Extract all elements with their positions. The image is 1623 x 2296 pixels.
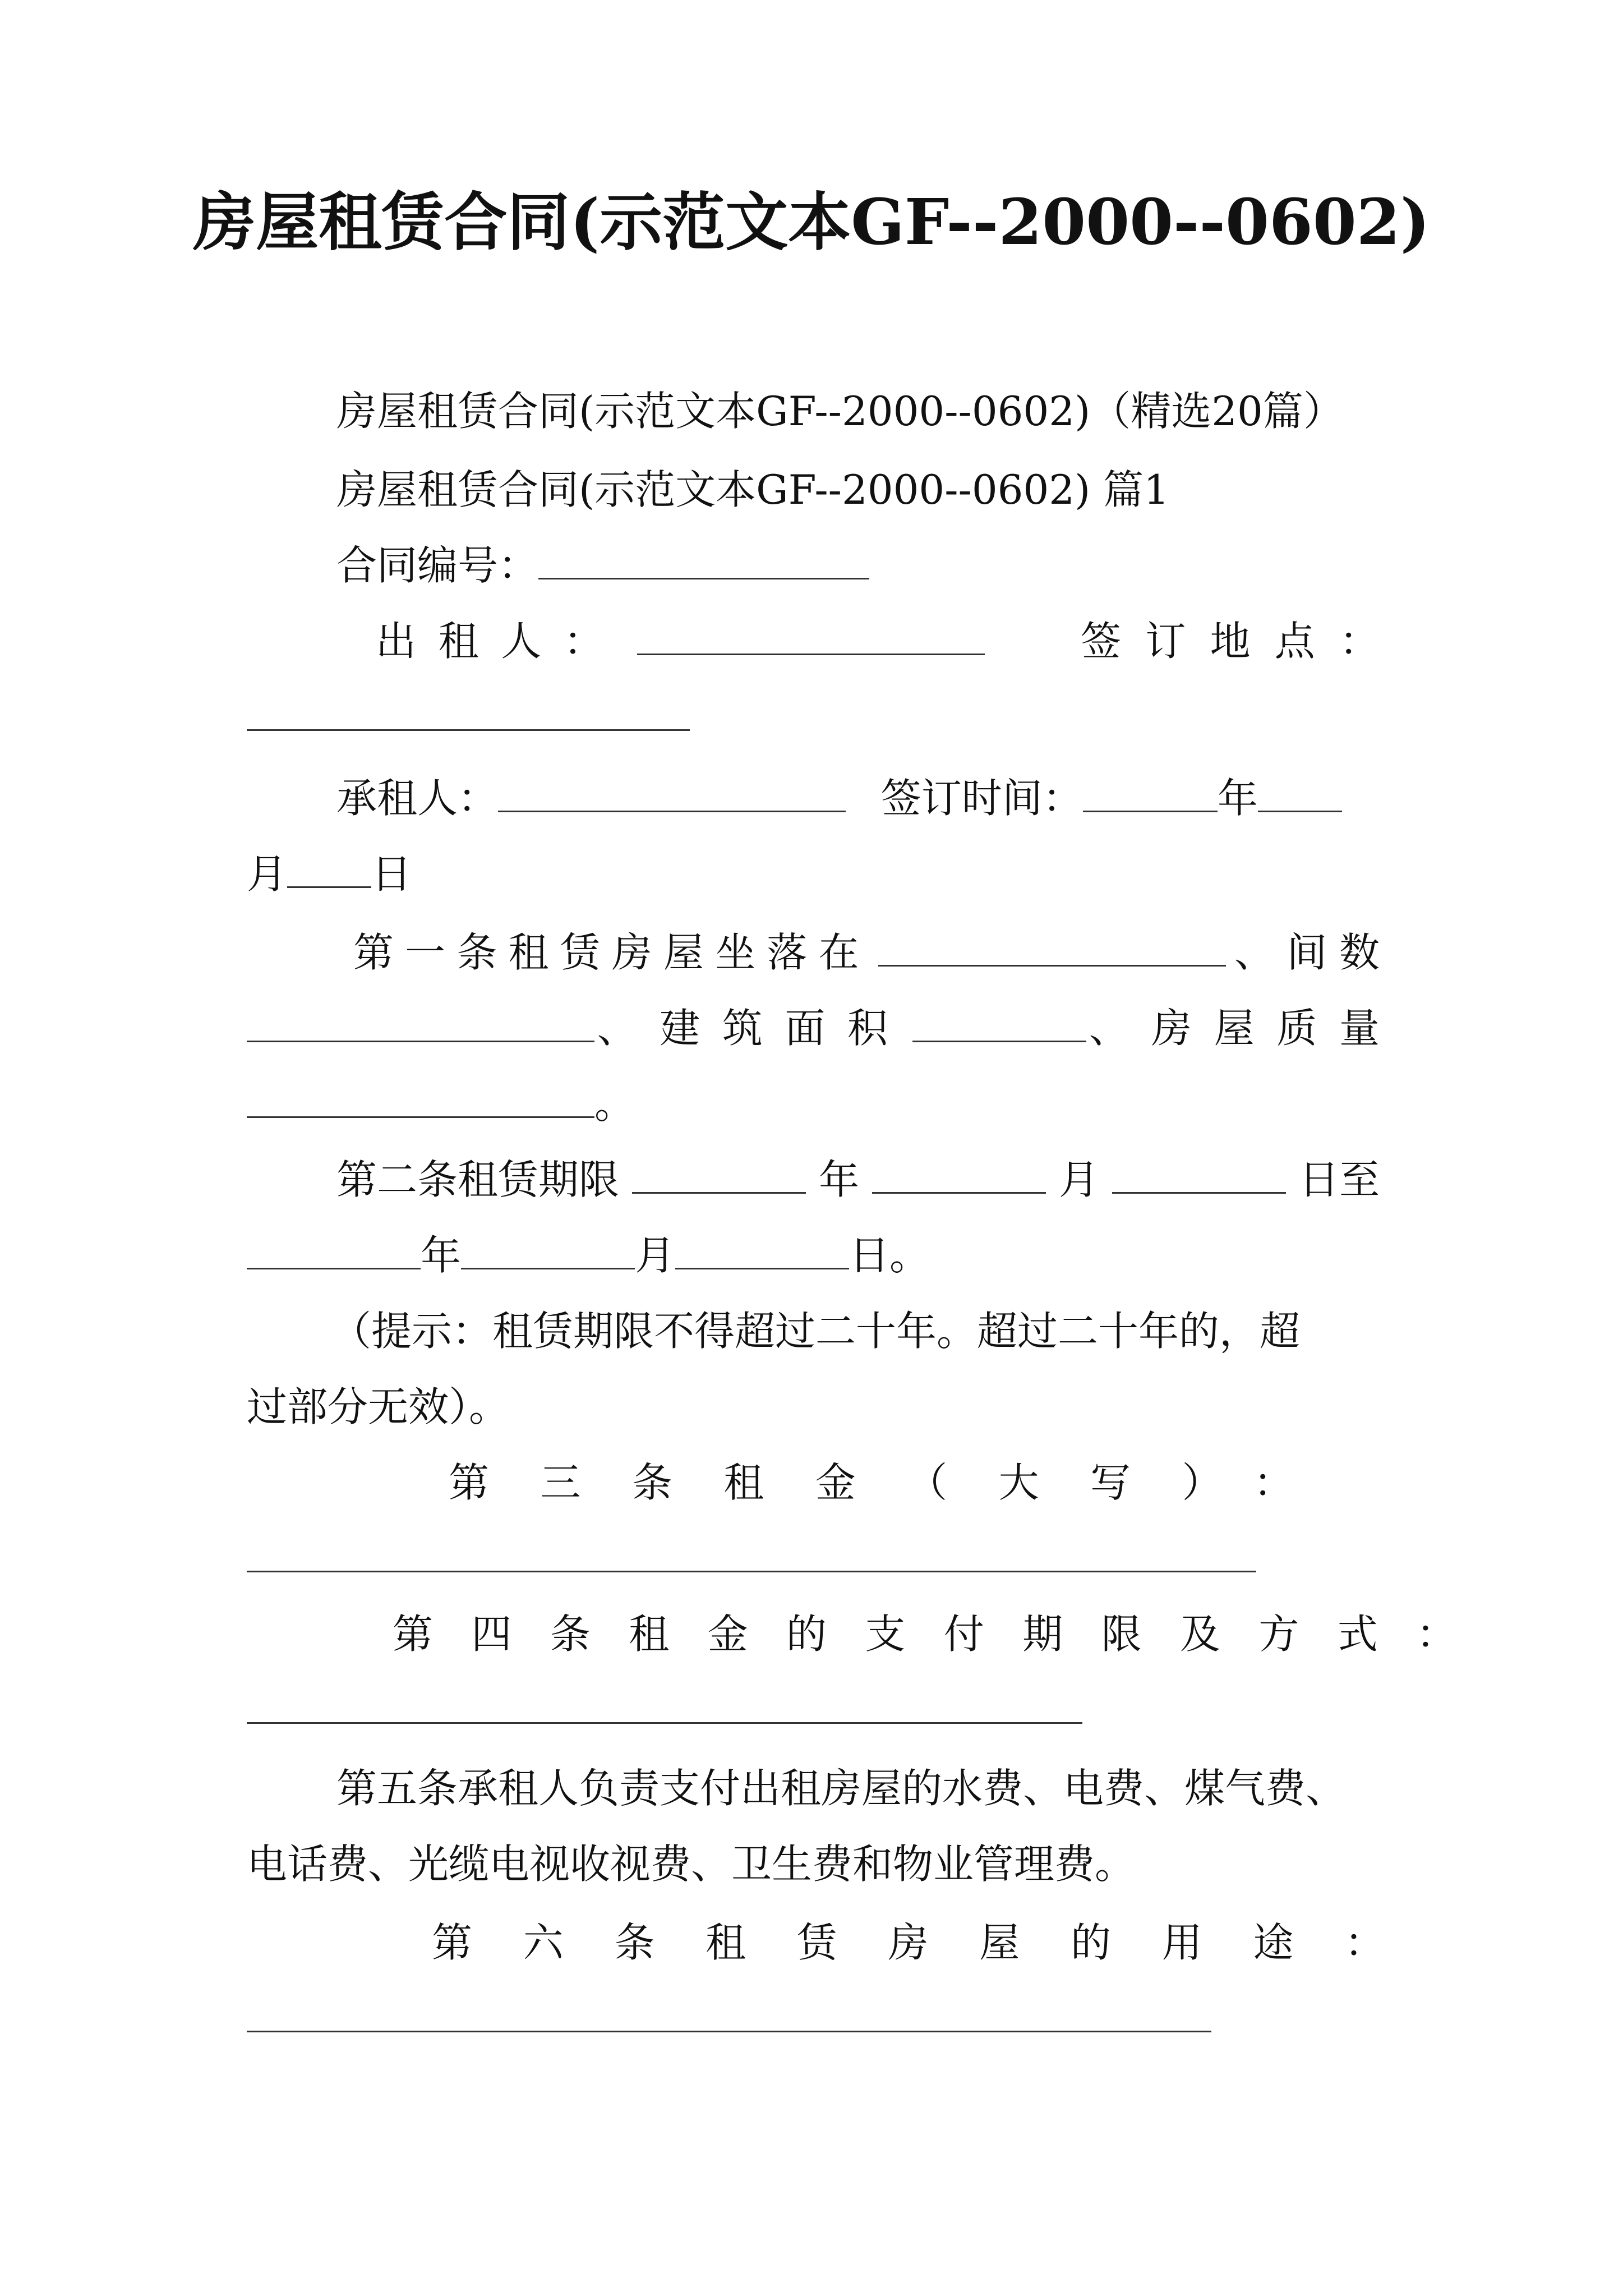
lessor-line <box>376 617 1404 665</box>
sign-day-blank[interactable] <box>287 850 371 888</box>
rooms-blank[interactable] <box>247 1004 594 1042</box>
area-blank[interactable] <box>912 1004 1086 1042</box>
article3-blank-line <box>247 1534 1380 1582</box>
start-month-label: 月 <box>1058 1156 1099 1203</box>
document-title: 房屋租赁合同(示范文本GF--2000--0602) <box>193 186 1430 259</box>
start-month-blank[interactable] <box>872 1156 1046 1194</box>
article2-line1 <box>336 1156 1380 1204</box>
article1-line3 <box>247 1080 1380 1128</box>
sign-place-blank[interactable] <box>247 693 690 731</box>
sign-place-line <box>247 693 1380 741</box>
contract-no-label: 合同编号： <box>336 542 539 589</box>
contract-no-line <box>336 541 1469 590</box>
rooms-label: 、间数 <box>1234 929 1392 976</box>
end-year-label: 年 <box>421 1232 462 1279</box>
sign-month-blank[interactable] <box>1258 774 1342 812</box>
quality-blank[interactable] <box>247 1080 594 1118</box>
area-label: 、建筑面积 <box>597 1005 910 1052</box>
sign-day-label: 日 <box>371 850 412 898</box>
article4-blank-line <box>247 1686 1380 1734</box>
end-day-label: 日。 <box>849 1232 930 1279</box>
heading-line: 房屋租赁合同(示范文本GF--2000--0602)（精选20篇） <box>336 388 1344 435</box>
usage-blank[interactable] <box>247 1994 1211 2032</box>
article6-blank-line <box>247 1994 1380 2042</box>
article3-label: 第三条租金（大写）： <box>449 1459 1345 1506</box>
lessee-blank[interactable] <box>498 774 846 812</box>
location-blank[interactable] <box>878 928 1226 967</box>
sign-year-label: 年 <box>1217 775 1258 822</box>
lessee-label: 承租人： <box>336 775 499 822</box>
sign-place-label: 签订地点： <box>1081 618 1404 665</box>
lessee-line <box>336 774 1380 822</box>
start-year-label: 年 <box>818 1156 859 1203</box>
lessor-label: 出租人： <box>376 618 626 665</box>
sign-year-blank[interactable] <box>1083 774 1218 812</box>
article4-label: 第四条租金的支付期限及方式： <box>393 1611 1495 1658</box>
tip-line1: （提示：租赁期限不得超过二十年。超过二十年的，超 <box>331 1308 1301 1355</box>
article2-label: 第二条租赁期限 <box>336 1156 620 1203</box>
sign-time-label: 签订时间： <box>880 775 1083 822</box>
start-year-blank[interactable] <box>632 1156 806 1194</box>
lessor-blank[interactable] <box>637 617 985 655</box>
payment-terms-blank[interactable] <box>247 1686 1082 1724</box>
tip-line2: 过部分无效）。 <box>247 1383 510 1430</box>
part-line: 房屋租赁合同(示范文本GF--2000--0602) 篇1 <box>336 466 1169 513</box>
article5-line2: 电话费、光缆电视收视费、卫生费和物业管理费。 <box>247 1841 1136 1888</box>
rent-amount-blank[interactable] <box>247 1534 1256 1572</box>
article1-end: 。 <box>594 1080 635 1128</box>
article1-line1 <box>353 928 1392 977</box>
end-month-label: 月 <box>635 1232 676 1279</box>
article1-label: 第一条租赁房屋坐落在 <box>353 929 870 976</box>
start-day-blank[interactable] <box>1112 1156 1286 1194</box>
day-to-label: 日至 <box>1298 1156 1380 1203</box>
article1-line2 <box>247 1004 1402 1052</box>
end-day-blank[interactable] <box>675 1231 849 1269</box>
article2-line2 <box>247 1231 1380 1280</box>
article6-label: 第六条租赁房屋的用途： <box>432 1919 1436 1966</box>
quality-label: 、房屋质量 <box>1089 1005 1402 1052</box>
end-month-blank[interactable] <box>461 1231 635 1269</box>
sign-time-cont-line <box>247 850 1380 898</box>
sign-month-label: 月 <box>247 850 288 898</box>
contract-no-blank[interactable] <box>538 541 869 579</box>
article5-line1: 第五条承租人负责支付出租房屋的水费、电费、煤气费、 <box>336 1765 1347 1812</box>
end-year-blank[interactable] <box>247 1231 421 1269</box>
